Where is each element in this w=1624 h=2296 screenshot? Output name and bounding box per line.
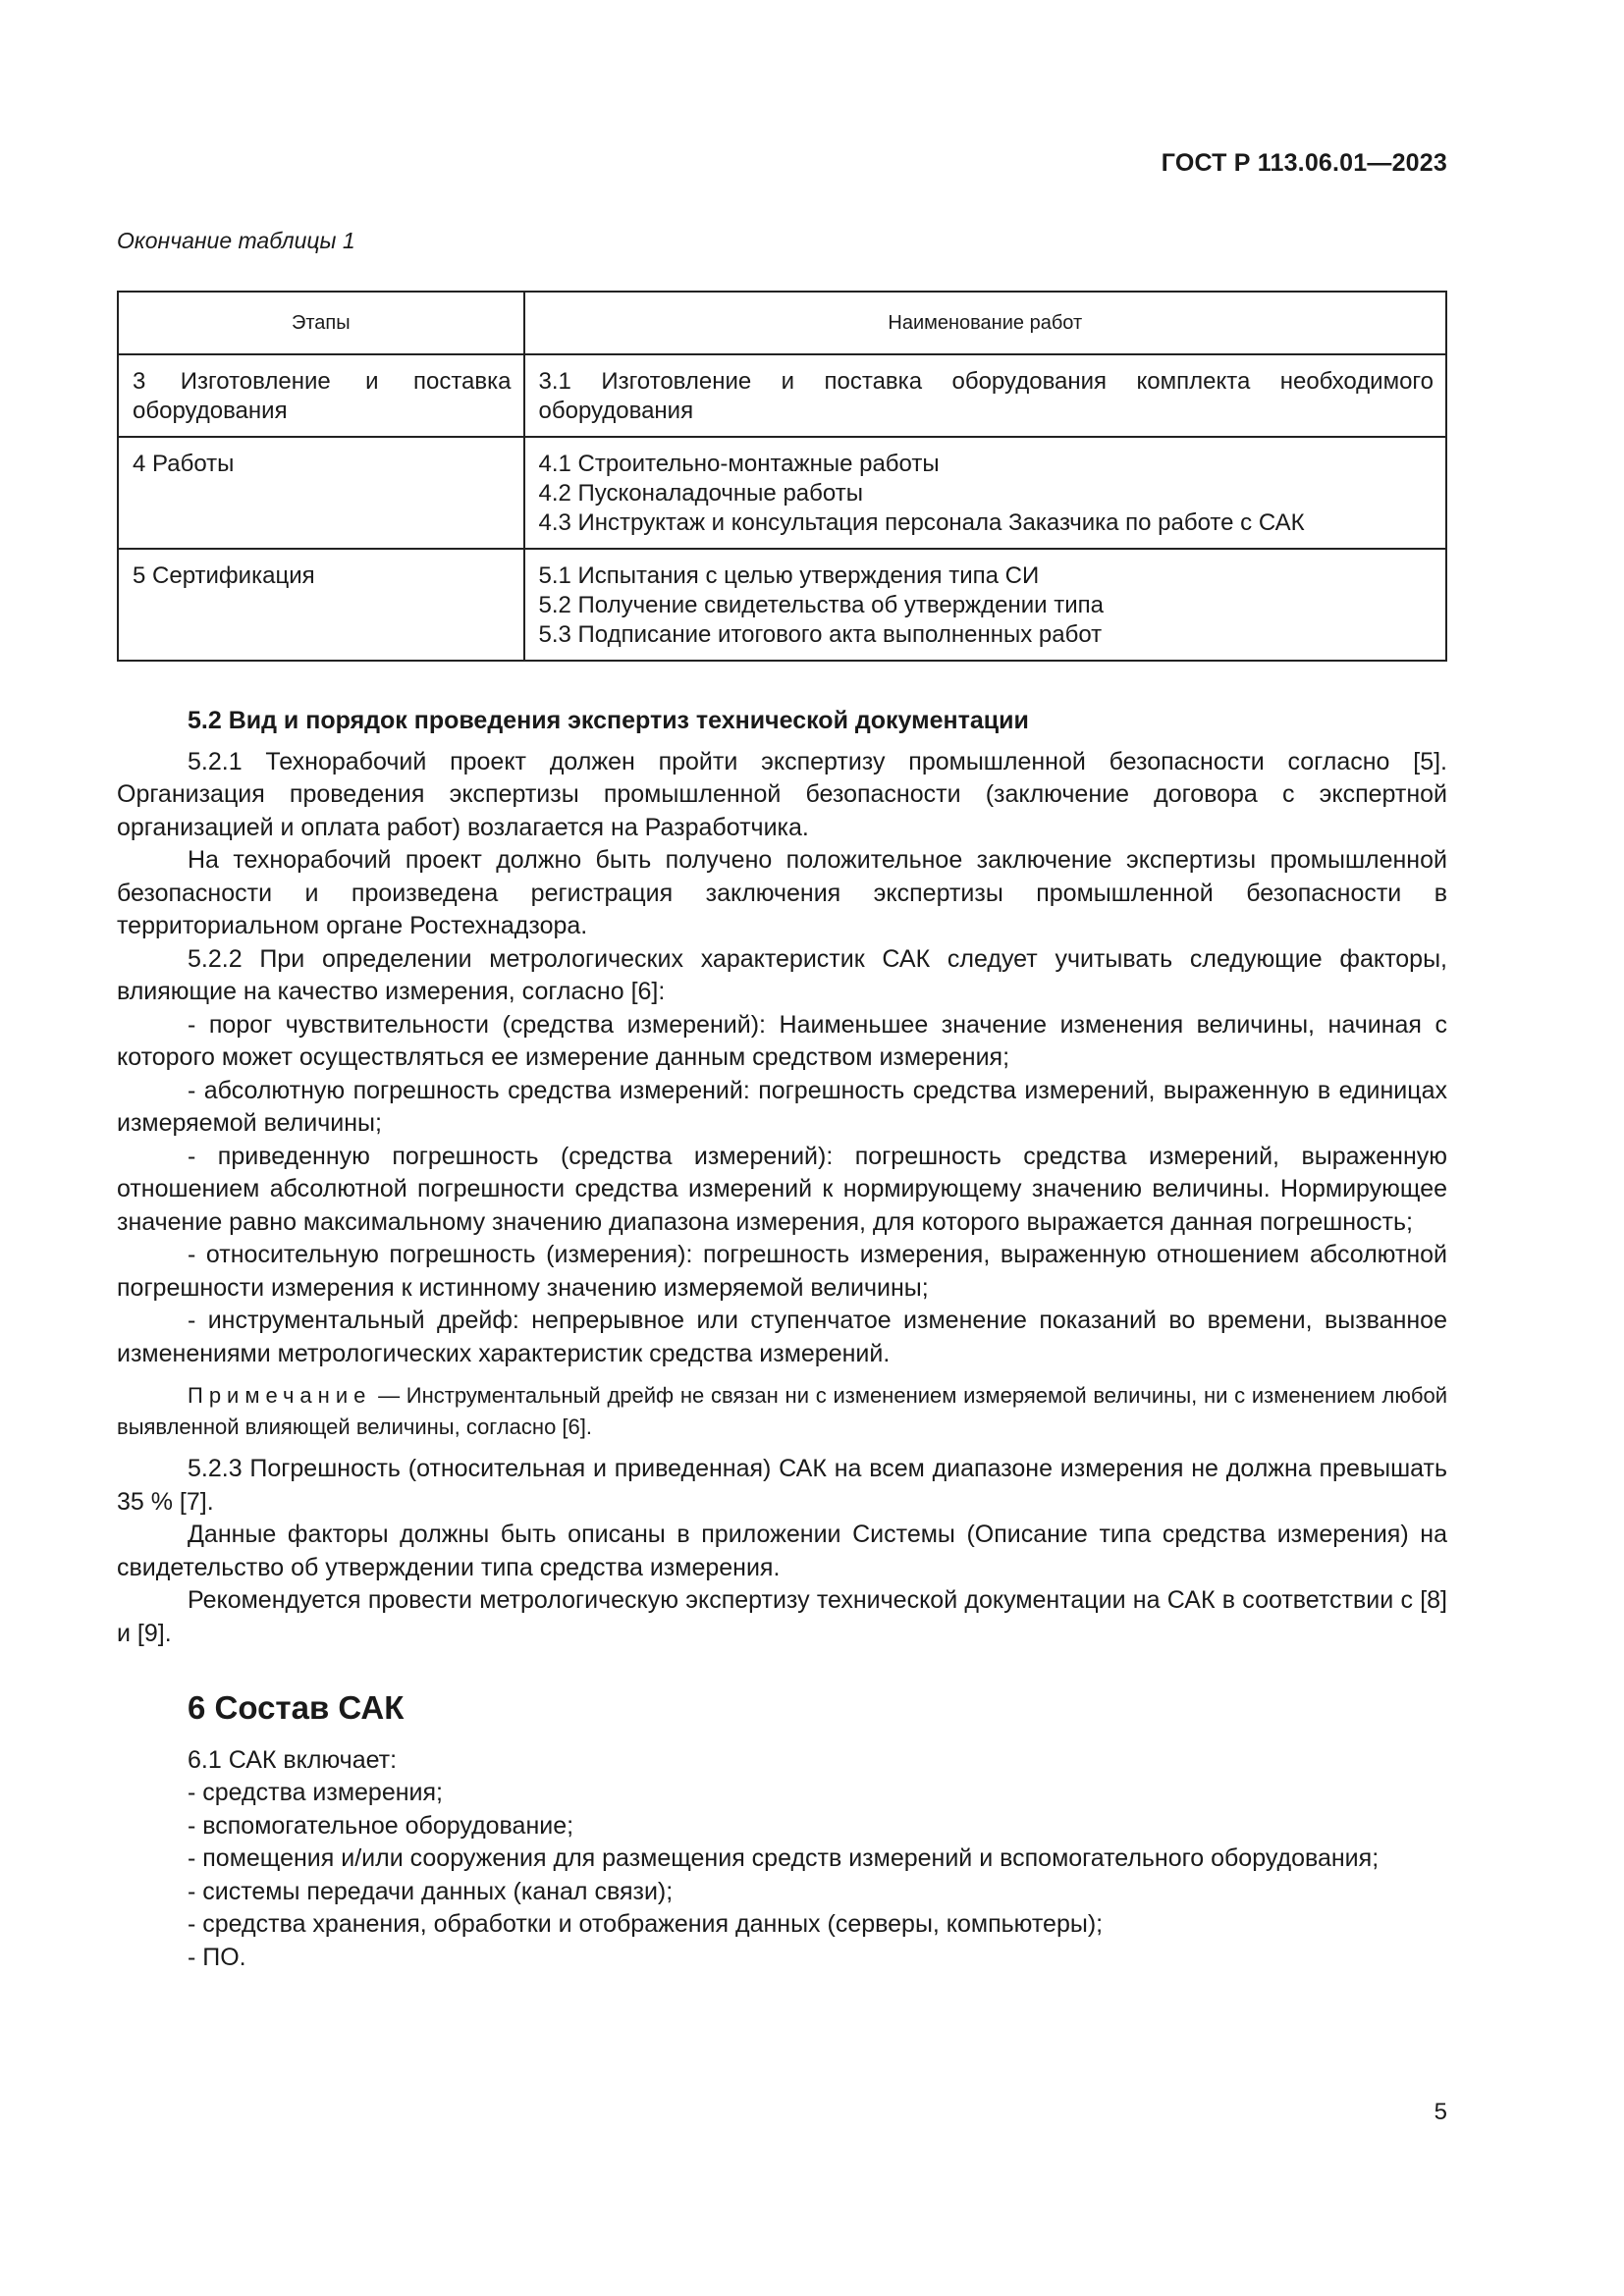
table-row bbox=[118, 354, 1446, 437]
stage-line: 4 Работы bbox=[133, 451, 235, 477]
list-item: - относительную погрешность (измерения): погрешность измерения, выраженную отношением абсолютной погрешности измерения к истинному значению измеряемой величины; bbox=[117, 1241, 1447, 1302]
stage-cell bbox=[118, 549, 524, 661]
list-item: - ПО. bbox=[188, 1943, 246, 1971]
stage-cell bbox=[118, 437, 524, 549]
paragraph: Рекомендуется провести метрологическую экспертизу технической документации на САК в соответствии с [8] и [9]. bbox=[117, 1586, 1447, 1647]
document-code: ГОСТ Р 113.06.01—2023 bbox=[1161, 149, 1447, 177]
list-item: - приведенную погрешность (средства измерений): погрешность средства измерений, выраженную отношением абсолютной погрешности средства измерений к нормирующему значению величины. Нормирующее значение равно максимальному значению диапазона измерения, для которого выражается данная погрешность; bbox=[117, 1142, 1447, 1236]
paragraph: Данные факторы должны быть описаны в приложении Системы (Описание типа средства измерения) на свидетельство об утверждении типа средства измерения. bbox=[117, 1521, 1447, 1581]
column-header-works: Наименование работ bbox=[524, 292, 1446, 354]
section-heading-5-2: 5.2 Вид и порядок проведения экспертиз технической документации bbox=[188, 707, 1029, 734]
work-line: 5.1 Испытания с целью утверждения типа СИ bbox=[538, 562, 1040, 589]
page-number: 5 bbox=[1434, 2099, 1447, 2125]
works-cell bbox=[524, 354, 1446, 437]
work-line: 4.2 Пусконаладочные работы bbox=[538, 480, 863, 507]
table-header-row bbox=[118, 292, 1446, 354]
paragraph: На технорабочий проект должно быть получено положительное заключение экспертизы промышленной безопасности и произведена регистрация заключения экспертизы промышленной безопасности в территориальном органе Ростехнадзора. bbox=[117, 846, 1447, 939]
work-line: 4.1 Строительно-монтажные работы bbox=[538, 451, 940, 477]
stage-line: оборудования bbox=[133, 398, 288, 424]
works-cell bbox=[524, 437, 1446, 549]
list-item: - абсолютную погрешность средства измерений: погрешность средства измерений, выраженную в единицах измеряемой величины; bbox=[117, 1076, 1447, 1137]
stage-line: 5 Сертификация bbox=[133, 562, 315, 589]
paragraph: 5.2.1 Технорабочий проект должен пройти экспертизу промышленной безопасности согласно [5]. Организация проведения экспертизы промышленной безопасности (заключение договора с экспертной организацией и оплата работ) возлагается на Разработчика. bbox=[117, 747, 1447, 841]
list-item: - средства хранения, обработки и отображения данных (серверы, компьютеры); bbox=[188, 1910, 1104, 1938]
paragraph: 6.1 САК включает: bbox=[188, 1745, 398, 1774]
note bbox=[117, 1380, 1447, 1443]
list-item: - инструментальный дрейф: непрерывное или ступенчатое изменение показаний во времени, вызванное изменениями метрологических характеристик средства измерений. bbox=[117, 1307, 1447, 1367]
list-item: - вспомогательное оборудование; bbox=[188, 1811, 574, 1840]
table-row bbox=[118, 549, 1446, 661]
work-line: 3.1 Изготовление и поставка оборудования комплекта необходимого bbox=[538, 368, 1434, 395]
list-item: - системы передачи данных (канал связи); bbox=[188, 1877, 674, 1905]
document-body bbox=[117, 705, 1447, 1974]
stage-line: 3 Изготовление и поставка bbox=[133, 368, 512, 395]
stages-table bbox=[117, 291, 1447, 662]
stage-cell bbox=[118, 354, 524, 437]
list-item: - порог чувствительности (средства измерений): Наименьшее значение изменения величины, начиная с которого может осуществляться ее измерение данным средством измерения; bbox=[117, 1010, 1447, 1071]
note-label: Примечание bbox=[188, 1383, 372, 1408]
works-cell bbox=[524, 549, 1446, 661]
table-row bbox=[118, 437, 1446, 549]
list-item: - помещения и/или сооружения для размещения средств измерений и вспомогательного оборудования; bbox=[188, 1844, 1380, 1872]
paragraph: 5.2.2 При определении метрологических характеристик САК следует учитывать следующие факторы, влияющие на качество измерения, согласно [6]: bbox=[117, 944, 1447, 1005]
work-line: 5.2 Получение свидетельства об утверждении типа bbox=[538, 592, 1104, 618]
list-item: - средства измерения; bbox=[188, 1779, 443, 1806]
table-caption: Окончание таблицы 1 bbox=[117, 228, 355, 253]
note-text: — Инструментальный дрейф не связан ни с изменением измеряемой величины, ни с изменением любой выявленной влияющей величины, согласно [6]. bbox=[117, 1383, 1447, 1439]
work-line: оборудования bbox=[538, 398, 694, 424]
column-header-stages: Этапы bbox=[118, 292, 524, 354]
work-line: 4.3 Инструктаж и консультация персонала Заказчика по работе с САК bbox=[538, 509, 1305, 536]
work-line: 5.3 Подписание итогового акта выполненных работ bbox=[538, 621, 1103, 648]
chapter-heading-6: 6 Состав САК bbox=[188, 1689, 405, 1726]
paragraph: 5.2.3 Погрешность (относительная и приведенная) САК на всем диапазоне измерения не должна превышать 35 % [7]. bbox=[117, 1455, 1447, 1516]
